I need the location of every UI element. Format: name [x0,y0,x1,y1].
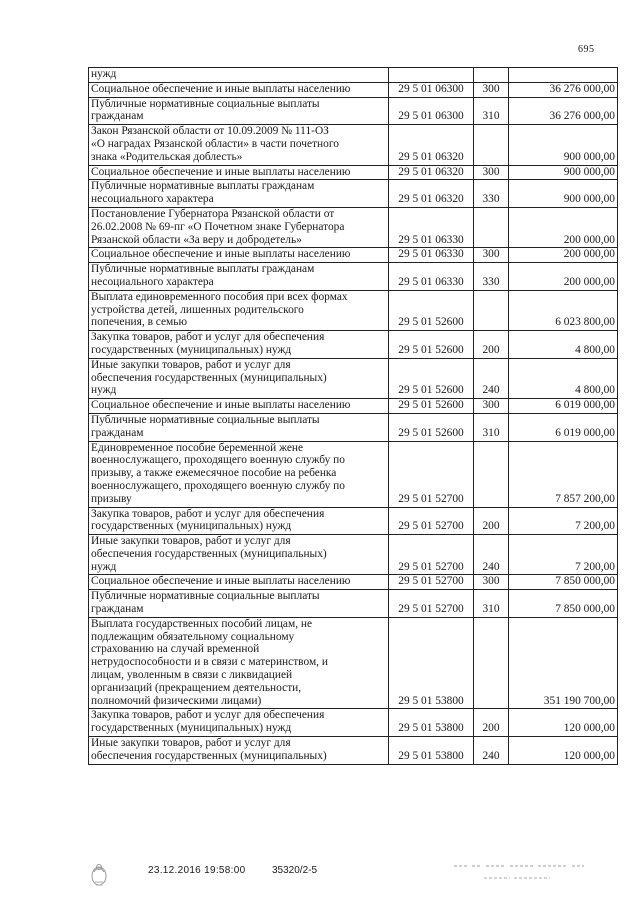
row-amount: 4 800,00 [509,331,618,359]
row-target-code: 29 5 01 06300 [389,82,474,97]
row-expense-type: 240 [474,358,509,398]
row-target-code: 29 5 01 06320 [389,165,474,180]
margin-stamp-mark [624,48,634,138]
row-amount: 36 276 000,00 [509,82,618,97]
row-expense-type [474,207,509,247]
row-target-code: 29 5 01 52600 [389,399,474,414]
row-description: Социальное обеспечение и иные выплаты населению [89,399,389,414]
row-description: Иные закупки товаров, работ и услуг для обеспечения государственных (муниципальных) [89,737,389,765]
row-target-code: 29 5 01 52700 [389,507,474,535]
row-amount: 7 850 000,00 [509,590,618,618]
table-row [89,590,618,618]
row-target-code: 29 5 01 52700 [389,441,474,507]
row-description: Постановление Губернатора Рязанской области от 26.02.2008 № 69-пг «О Почетном знаке Губернатора Рязанской области «За веру и добродетель» [89,207,389,247]
row-target-code: 29 5 01 53800 [389,737,474,765]
page-number: 695 [578,44,595,55]
row-expense-type: 310 [474,97,509,125]
row-expense-type: 300 [474,82,509,97]
table-row [89,737,618,765]
row-amount [509,68,618,83]
row-description: Публичные нормативные социальные выплаты гражданам [89,590,389,618]
row-expense-type: 240 [474,535,509,575]
row-expense-type: 300 [474,248,509,263]
row-amount: 6 019 000,00 [509,413,618,441]
row-amount: 351 190 700,00 [509,617,618,709]
row-amount: 900 000,00 [509,125,618,165]
row-description: Социальное обеспечение и иные выплаты населению [89,82,389,97]
row-description: Социальное обеспечение и иные выплаты населению [89,165,389,180]
table-row [89,399,618,414]
row-amount: 200 000,00 [509,263,618,291]
table-row [89,709,618,737]
row-target-code: 29 5 01 06300 [389,97,474,125]
row-expense-type: 300 [474,399,509,414]
row-expense-type: 310 [474,413,509,441]
row-target-code: 29 5 01 53800 [389,709,474,737]
row-amount: 120 000,00 [509,709,618,737]
row-amount: 120 000,00 [509,737,618,765]
table-row [89,441,618,507]
table-row [89,535,618,575]
row-target-code: 29 5 01 52700 [389,535,474,575]
budget-table [88,67,618,765]
table-row [89,331,618,359]
row-expense-type [474,125,509,165]
table-row [89,125,618,165]
table-row [89,413,618,441]
table-row [89,617,618,709]
row-expense-type: 300 [474,165,509,180]
table-row [89,290,618,330]
row-description: Закупка товаров, работ и услуг для обеспечения государственных (муниципальных) нужд [89,331,389,359]
row-description: Социальное обеспечение и иные выплаты населению [89,575,389,590]
row-expense-type: 240 [474,737,509,765]
table-row [89,180,618,208]
row-target-code: 29 5 01 52600 [389,413,474,441]
row-amount: 7 857 200,00 [509,441,618,507]
table-row [89,165,618,180]
row-target-code: 29 5 01 53800 [389,617,474,709]
row-target-code: 29 5 01 52700 [389,590,474,618]
table-row [89,358,618,398]
budget-table-body [89,68,618,765]
row-amount: 6 023 800,00 [509,290,618,330]
row-amount: 200 000,00 [509,207,618,247]
row-expense-type: 200 [474,331,509,359]
row-description: Иные закупки товаров, работ и услуг для обеспечения государственных (муниципальных) нужд [89,358,389,398]
row-amount: 7 200,00 [509,535,618,575]
bird-logo-icon [88,858,110,888]
row-target-code: 29 5 01 06320 [389,125,474,165]
row-amount: 36 276 000,00 [509,97,618,125]
row-description: Закон Рязанской области от 10.09.2009 № 111-ОЗ «О наградах Рязанской области» в части почетного знака «Родительская доблесть» [89,125,389,165]
row-target-code: 29 5 01 52600 [389,358,474,398]
row-amount: 7 850 000,00 [509,575,618,590]
row-description: Публичные нормативные социальные выплаты гражданам [89,97,389,125]
row-expense-type [474,290,509,330]
table-row [89,207,618,247]
row-amount: 7 200,00 [509,507,618,535]
row-description: Закупка товаров, работ и услуг для обеспечения государственных (муниципальных) нужд [89,507,389,535]
row-expense-type: 330 [474,263,509,291]
row-target-code: 29 5 01 52600 [389,290,474,330]
row-description: Социальное обеспечение и иные выплаты населению [89,248,389,263]
row-amount: 900 000,00 [509,180,618,208]
row-target-code: 29 5 01 06330 [389,207,474,247]
row-expense-type: 310 [474,590,509,618]
row-description: Публичные нормативные социальные выплаты гражданам [89,413,389,441]
table-row [89,97,618,125]
table-row [89,68,618,83]
row-target-code: 29 5 01 06330 [389,248,474,263]
table-row [89,248,618,263]
row-description: нужд [89,68,389,83]
row-expense-type [474,617,509,709]
row-target-code: 29 5 01 06320 [389,180,474,208]
row-description: Публичные нормативные выплаты гражданам несоциального характера [89,180,389,208]
footer-datetime: 23.12.2016 19:58:00 [148,865,246,876]
row-expense-type: 300 [474,575,509,590]
footer-document-code: 35320/2-5 [272,865,318,876]
row-description: Выплата государственных пособий лицам, не подлежащим обязательному социальному страхованию на случай временной нетрудоспособности и в связи с материнством, и лицам, уволенным в связи с ликвидацией организаций (прекращением деятельности, полномочий физическими лицами) [89,617,389,709]
row-description: Выплата единовременного пособия при всех формах устройства детей, лишенных родительского попечения, в семью [89,290,389,330]
row-amount: 4 800,00 [509,358,618,398]
row-target-code: 29 5 01 06330 [389,263,474,291]
row-expense-type: 330 [474,180,509,208]
table-row [89,575,618,590]
row-expense-type [474,441,509,507]
row-description: Публичные нормативные выплаты гражданам несоциального характера [89,263,389,291]
row-target-code: 29 5 01 52600 [389,331,474,359]
row-amount: 900 000,00 [509,165,618,180]
table-row [89,507,618,535]
row-target-code [389,68,474,83]
row-target-code: 29 5 01 52700 [389,575,474,590]
row-expense-type: 200 [474,709,509,737]
row-expense-type [474,68,509,83]
row-amount: 200 000,00 [509,248,618,263]
table-row [89,263,618,291]
faint-stamp-mark [450,858,590,886]
row-expense-type: 200 [474,507,509,535]
row-description: Единовременное пособие беременной жене военнослужащего, проходящего военную службу по призыву, а также ежемесячное пособие на ребенка военнослужащего, проходящего военную службу по призыву [89,441,389,507]
table-row [89,82,618,97]
row-amount: 6 019 000,00 [509,399,618,414]
row-description: Иные закупки товаров, работ и услуг для обеспечения государственных (муниципальных) нужд [89,535,389,575]
row-description: Закупка товаров, работ и услуг для обеспечения государственных (муниципальных) нужд [89,709,389,737]
